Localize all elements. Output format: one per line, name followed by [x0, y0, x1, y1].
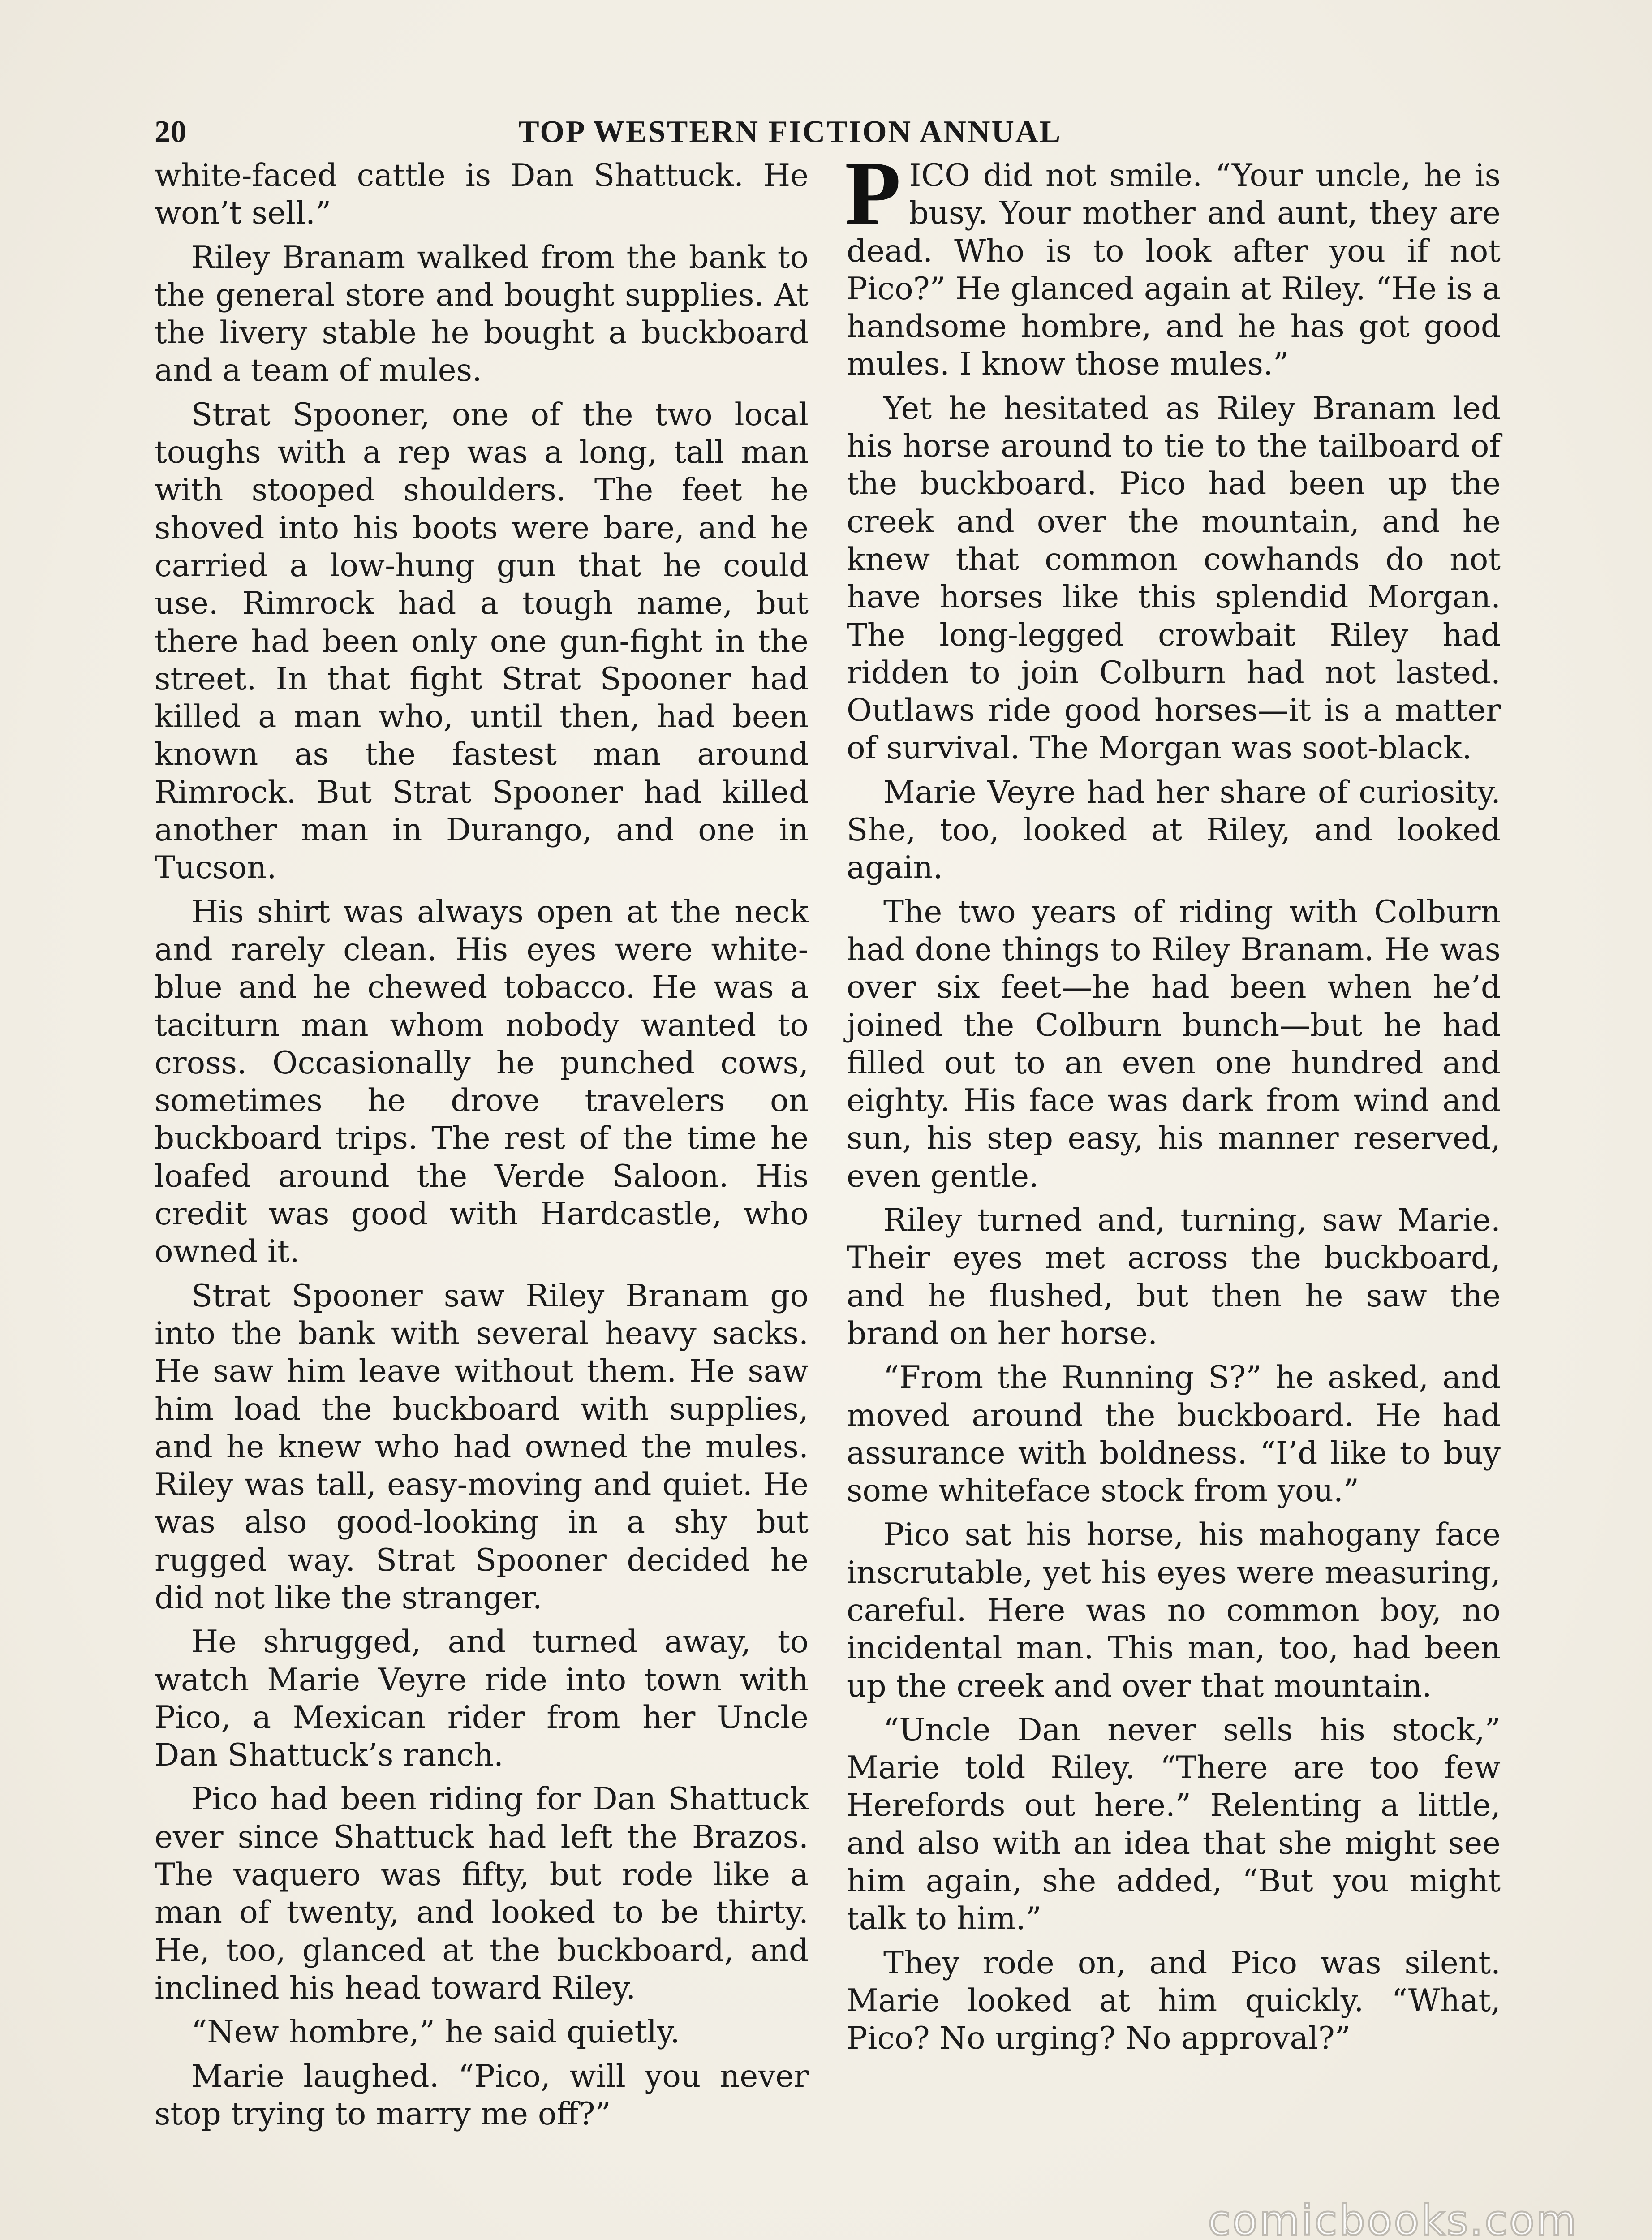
left-column	[155, 157, 809, 2139]
watermark: comicbooks.com	[1208, 2197, 1578, 2240]
opening-paragraph	[845, 142, 1501, 383]
paragraph: His shirt was always open at the neck and rarely clean. His eyes were white-blue and he chewed tobacco. He was a taciturn man whom nobody wanted to cross. Occasionally he punched cows, sometimes he drove travelers on buckboard trips. The rest of the time he loafed around the Verde Saloon. His credit was good with Hardcastle, who owned it.	[155, 894, 809, 1270]
right-column	[845, 142, 1501, 2064]
paragraph: Riley turned and, turning, saw Marie. Their eyes met across the buckboard, and he flushed, but then he saw the brand on her horse.	[847, 1202, 1501, 1352]
paragraph: Riley Branam walked from the bank to the general store and bought supplies. At the livery stable he bought a buckboard and a team of mules.	[155, 239, 809, 389]
running-head: TOP WESTERN FICTION ANNUAL	[518, 115, 1062, 149]
paragraph: He shrugged, and turned away, to watch Marie Veyre ride into town with Pico, a Mexican rider from her Uncle Dan Shattuck’s ranch.	[155, 1624, 809, 1774]
paragraph: The two years of riding with Colburn had done things to Riley Branam. He was over six feet—he had been when he’d joined the Colburn bunch—but he had filled out to an even one hundred and eighty. His face was dark from wind and sun, his step easy, his manner reserved, even gentle.	[847, 894, 1501, 1194]
paragraph: Strat Spooner saw Riley Branam go into the bank with several heavy sacks. He saw him leave without them. He saw him load the buckboard with supplies, and he knew who had owned the mules. Riley was tall, easy-moving and quiet. He was also good-looking in a shy but rugged way. Strat Spooner decided he did not like the stranger.	[155, 1278, 809, 1616]
paragraph: Marie Veyre had her share of curiosity. She, too, looked at Riley, and looked again.	[847, 774, 1501, 886]
paragraph: Marie laughed. “Pico, will you never stop trying to marry me off?”	[155, 2058, 809, 2132]
paragraph: Yet he hesitated as Riley Branam led his horse around to tie to the tailboard of the buckboard. Pico had been up the creek and over the mountain, and he knew that common cowhands do not have horses like this splendid Morgan. The long-legged crowbait Riley had ridden to join Colburn had not lasted. Outlaws ride good horses—it is a matter of survival. The Morgan was soot-black.	[847, 390, 1501, 767]
paragraph: Strat Spooner, one of the two local toughs with a rep was a long, tall man with stooped shoulders. The feet he shoved into his boots were bare, and he carried a low-hung gun that he could use. Rimrock had a tough name, but there had been only one gun-fight in the street. In that fight Strat Spooner had killed a man who, until then, had been known as the fastest man around Rimrock. But Strat Spooner had killed another man in Durango, and one in Tucson.	[155, 396, 809, 886]
page-number: 20	[155, 115, 187, 149]
paragraph: “From the Running S?” he asked, and moved around the buckboard. He had assurance with boldness. “I’d like to buy some whiteface stock from you.”	[847, 1360, 1501, 1509]
page-header	[155, 110, 1454, 155]
paragraph: Pico sat his horse, his mahogany face inscrutable, yet his eyes were measuring, careful. Here was no common boy, no incidental man. This man, too, had been up the creek and over that mountain.	[847, 1517, 1501, 1704]
drop-cap: P	[845, 142, 901, 244]
paragraph: “Uncle Dan never sells his stock,” Marie told Riley. “There are too few Herefords out here.” Relenting a little, and also with an idea that she might see him again, she added, “But you might talk to him.”	[847, 1712, 1501, 1937]
opening-paragraph-text: ICO did not smile. “Your uncle, he is busy. Your mother and aunt, they are dead. Who is to look after you if not Pico?” He glanced again at Riley. “He is a handsome hombre, and he has got good mules. I know those mules.”	[847, 158, 1501, 383]
paragraph: They rode on, and Pico was silent. Marie looked at him quickly. “What, Pico? No urging? No approval?”	[847, 1945, 1501, 2057]
paragraph: Pico had been riding for Dan Shattuck ever since Shattuck had left the Brazos. The vaquero was fifty, but rode like a man of twenty, and looked to be thirty. He, too, glanced at the buckboard, and inclined his head toward Riley.	[155, 1781, 809, 2006]
paragraph: white-faced cattle is Dan Shattuck. He won’t sell.”	[155, 158, 809, 232]
paragraph: “New hombre,” he said quietly.	[191, 2014, 680, 2050]
